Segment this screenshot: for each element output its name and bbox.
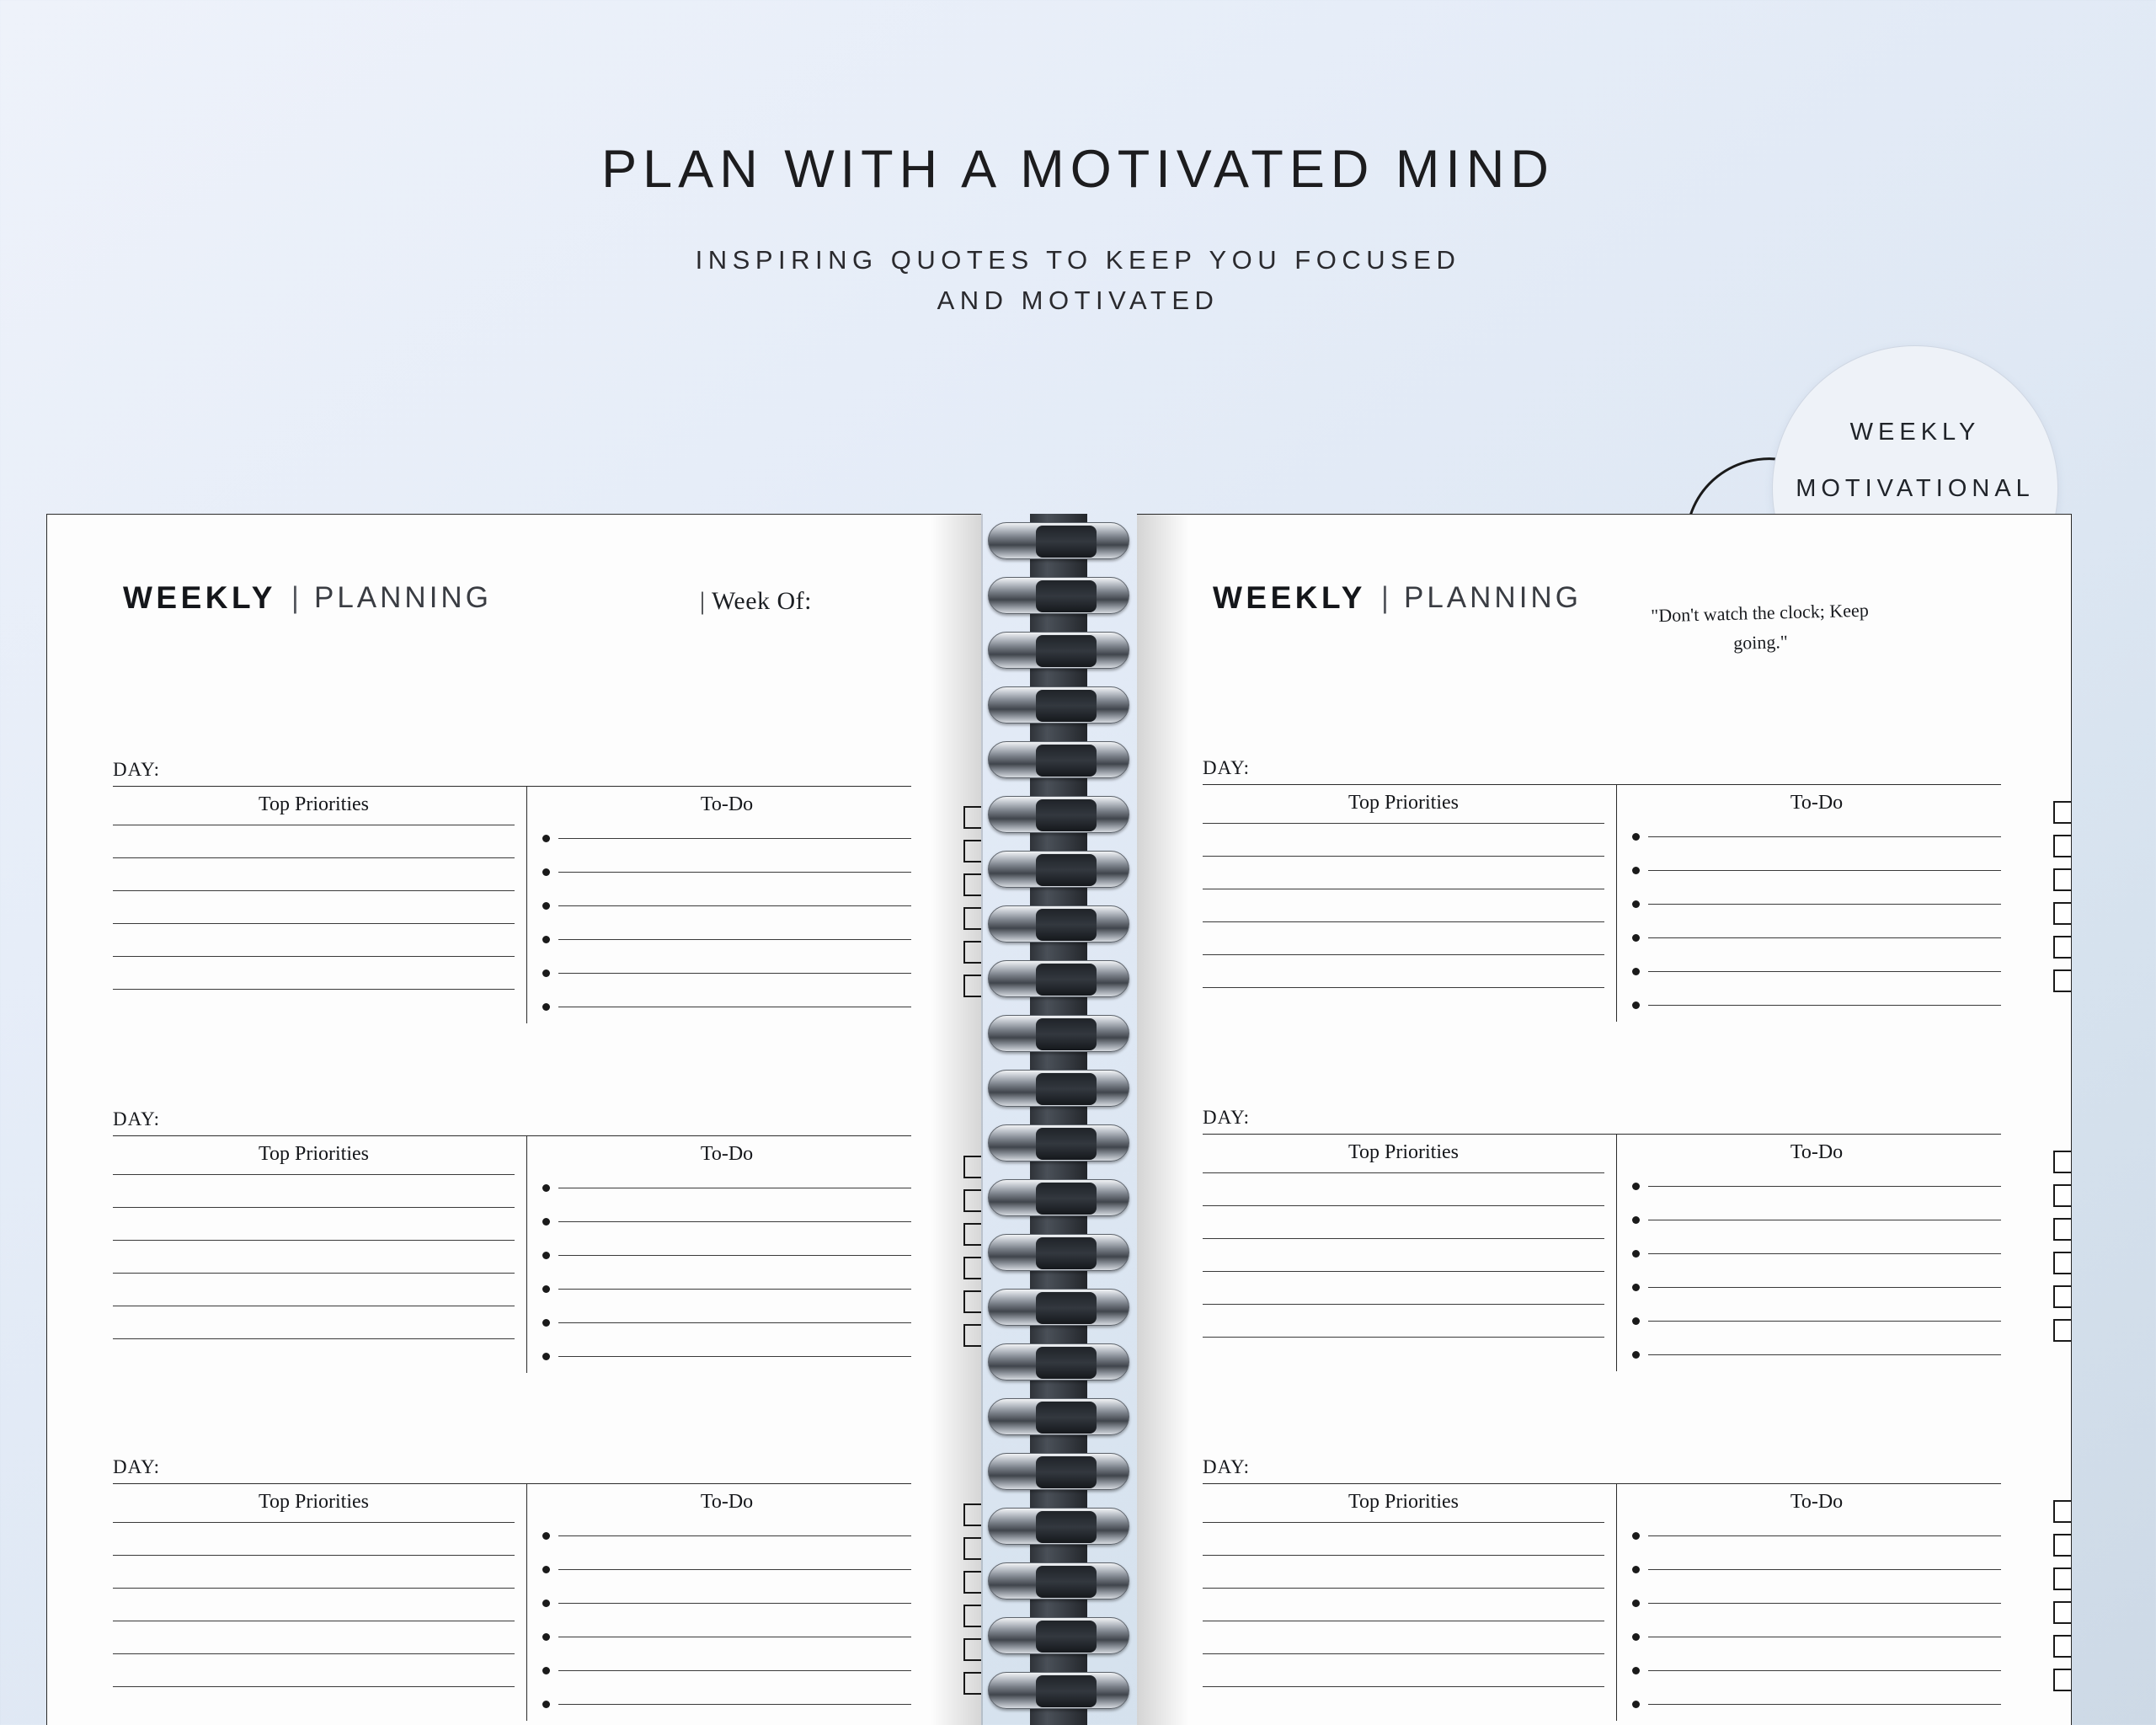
priority-line[interactable] bbox=[113, 1174, 515, 1175]
todo-checkbox[interactable] bbox=[963, 1638, 981, 1661]
priority-line[interactable] bbox=[113, 1686, 515, 1687]
todo-line[interactable] bbox=[1648, 904, 2001, 905]
bullet-icon bbox=[1632, 1250, 1640, 1258]
todo-header: To-Do bbox=[1790, 792, 1844, 814]
todo-row[interactable] bbox=[1632, 1586, 2001, 1620]
todo-checkbox[interactable] bbox=[2053, 1534, 2072, 1557]
bullet-icon bbox=[1632, 1667, 1640, 1674]
top-priorities-header: Top Priorities bbox=[259, 1143, 369, 1165]
priority-line[interactable] bbox=[1203, 1337, 1604, 1338]
top-priorities-column bbox=[113, 787, 527, 1023]
todo-line[interactable] bbox=[558, 1289, 911, 1290]
spiral-ring bbox=[988, 1562, 1129, 1599]
todo-checkboxes bbox=[963, 806, 981, 1008]
todo-checkbox[interactable] bbox=[963, 1156, 981, 1178]
bullet-icon bbox=[542, 835, 550, 842]
priority-lines bbox=[113, 1519, 515, 1687]
todo-checkbox[interactable] bbox=[963, 1605, 981, 1627]
priority-line[interactable] bbox=[113, 890, 515, 891]
heading-weekly: WEEKLY bbox=[1213, 580, 1366, 615]
todo-line[interactable] bbox=[1648, 870, 2001, 871]
motivational-quote: "Don't watch the clock; Keep going." bbox=[1650, 599, 1870, 654]
todo-rows bbox=[542, 1171, 911, 1373]
bullet-icon bbox=[542, 1599, 550, 1607]
priority-line[interactable] bbox=[1203, 1304, 1604, 1305]
todo-checkboxes bbox=[963, 1156, 981, 1358]
todo-checkbox[interactable] bbox=[2053, 1285, 2072, 1308]
bullet-icon bbox=[542, 969, 550, 977]
todo-checkbox[interactable] bbox=[963, 1324, 981, 1347]
day-block bbox=[1203, 757, 2001, 1022]
todo-line[interactable] bbox=[558, 1322, 911, 1323]
todo-checkbox[interactable] bbox=[963, 941, 981, 964]
todo-line[interactable] bbox=[558, 1221, 911, 1222]
todo-line[interactable] bbox=[558, 1356, 911, 1357]
badge-line-2: MOTIVATIONAL bbox=[1796, 474, 2035, 502]
todo-row[interactable] bbox=[1632, 1552, 2001, 1586]
todo-row[interactable] bbox=[542, 1171, 911, 1204]
top-priorities-header: Top Priorities bbox=[259, 1491, 369, 1513]
todo-row[interactable] bbox=[1632, 853, 2001, 887]
priority-line[interactable] bbox=[1203, 1653, 1604, 1654]
day-label: DAY: bbox=[1203, 757, 1250, 778]
bullet-icon bbox=[1632, 968, 1640, 975]
todo-row[interactable] bbox=[1632, 954, 2001, 988]
spiral-ring bbox=[988, 1617, 1129, 1654]
page-heading-right bbox=[1213, 580, 1582, 616]
notebook-spiral-binding bbox=[981, 514, 1137, 1725]
todo-line[interactable] bbox=[558, 838, 911, 839]
bullet-icon bbox=[542, 1003, 550, 1011]
bullet-icon bbox=[1632, 1599, 1640, 1607]
priority-line[interactable] bbox=[1203, 1555, 1604, 1556]
bullet-icon bbox=[1632, 1532, 1640, 1540]
todo-checkbox[interactable] bbox=[2053, 1218, 2072, 1241]
todo-line[interactable] bbox=[1648, 1569, 2001, 1570]
priority-line[interactable] bbox=[113, 1555, 515, 1556]
todo-checkbox[interactable] bbox=[963, 975, 981, 997]
spiral-ring bbox=[988, 577, 1129, 614]
top-priorities-column bbox=[1203, 785, 1617, 1022]
day-block bbox=[113, 1456, 911, 1721]
bullet-icon bbox=[542, 936, 550, 943]
spiral-ring bbox=[988, 1070, 1129, 1107]
todo-line[interactable] bbox=[558, 872, 911, 873]
day-label: DAY: bbox=[113, 1456, 160, 1477]
todo-row[interactable] bbox=[542, 1204, 911, 1238]
bullet-icon bbox=[542, 1285, 550, 1293]
priority-line[interactable] bbox=[113, 989, 515, 990]
top-priorities-header: Top Priorities bbox=[1348, 792, 1459, 814]
spiral-ring bbox=[988, 1179, 1129, 1216]
todo-row[interactable] bbox=[1632, 1236, 2001, 1270]
todo-row[interactable] bbox=[1632, 921, 2001, 954]
day-block bbox=[113, 1108, 911, 1373]
todo-rows bbox=[542, 821, 911, 1023]
bullet-icon bbox=[1632, 1284, 1640, 1291]
todo-rows bbox=[542, 1519, 911, 1721]
todo-checkbox[interactable] bbox=[963, 1223, 981, 1246]
todo-line[interactable] bbox=[558, 1603, 911, 1604]
priority-lines bbox=[1203, 820, 1604, 988]
todo-row[interactable] bbox=[1632, 1687, 2001, 1721]
heading-separator: | bbox=[1380, 581, 1389, 614]
page-header bbox=[0, 0, 2156, 321]
todo-line[interactable] bbox=[558, 1569, 911, 1570]
bullet-icon bbox=[1632, 1183, 1640, 1190]
todo-line[interactable] bbox=[558, 1535, 911, 1536]
todo-checkbox[interactable] bbox=[963, 806, 981, 829]
bullet-icon bbox=[542, 1218, 550, 1226]
todo-column bbox=[1617, 1484, 2001, 1721]
todo-row[interactable] bbox=[542, 956, 911, 990]
top-priorities-header: Top Priorities bbox=[1348, 1491, 1459, 1513]
priority-line[interactable] bbox=[113, 857, 515, 858]
todo-row[interactable] bbox=[1632, 1203, 2001, 1236]
priority-line[interactable] bbox=[1203, 1238, 1604, 1239]
heading-separator: | bbox=[291, 581, 299, 614]
todo-line[interactable] bbox=[1648, 1670, 2001, 1671]
priority-line[interactable] bbox=[113, 1653, 515, 1654]
bullet-icon bbox=[542, 1353, 550, 1360]
todo-checkbox[interactable] bbox=[2053, 969, 2072, 992]
todo-row[interactable] bbox=[542, 1687, 911, 1721]
priority-lines bbox=[1203, 1169, 1604, 1338]
todo-row[interactable] bbox=[542, 1306, 911, 1339]
todo-row[interactable] bbox=[1632, 1338, 2001, 1371]
todo-row[interactable] bbox=[542, 1552, 911, 1586]
todo-checkbox[interactable] bbox=[2053, 835, 2072, 857]
priority-line[interactable] bbox=[113, 923, 515, 924]
todo-checkbox[interactable] bbox=[2053, 902, 2072, 925]
day-label: DAY: bbox=[113, 759, 160, 780]
priority-line[interactable] bbox=[1203, 856, 1604, 857]
todo-checkbox[interactable] bbox=[2053, 936, 2072, 959]
todo-column bbox=[1617, 785, 2001, 1022]
spiral-ring bbox=[988, 741, 1129, 778]
top-priorities-header: Top Priorities bbox=[1348, 1141, 1459, 1163]
priority-line[interactable] bbox=[1203, 823, 1604, 824]
todo-row[interactable] bbox=[542, 1653, 911, 1687]
planner-notebook bbox=[46, 514, 2000, 1725]
todo-rows bbox=[1632, 1519, 2001, 1721]
todo-line[interactable] bbox=[558, 905, 911, 906]
priority-line[interactable] bbox=[1203, 1522, 1604, 1523]
todo-checkbox[interactable] bbox=[2053, 1184, 2072, 1207]
spiral-ring bbox=[988, 1015, 1129, 1052]
todo-row[interactable] bbox=[542, 1238, 911, 1272]
bullet-icon bbox=[1632, 867, 1640, 874]
page-subtitle-line1: INSPIRING QUOTES TO KEEP YOU FOCUSED bbox=[695, 245, 1461, 275]
todo-checkbox[interactable] bbox=[2053, 1151, 2072, 1173]
bullet-icon bbox=[1632, 833, 1640, 841]
planner-page-right bbox=[1137, 514, 2072, 1725]
todo-row[interactable] bbox=[1632, 1270, 2001, 1304]
heading-planning: PLANNING bbox=[1403, 581, 1582, 614]
priority-line[interactable] bbox=[1203, 1686, 1604, 1687]
bullet-icon bbox=[1632, 1566, 1640, 1573]
todo-row[interactable] bbox=[542, 1519, 911, 1552]
todo-row[interactable] bbox=[1632, 1653, 2001, 1687]
todo-header: To-Do bbox=[700, 1491, 754, 1513]
todo-row[interactable] bbox=[542, 889, 911, 922]
page-subtitle-line2: AND MOTIVATED bbox=[937, 286, 1219, 316]
todo-checkbox[interactable] bbox=[963, 1257, 981, 1279]
todo-column bbox=[527, 1484, 911, 1721]
todo-checkbox[interactable] bbox=[963, 1571, 981, 1594]
todo-row[interactable] bbox=[542, 1620, 911, 1653]
todo-checkbox[interactable] bbox=[2053, 1567, 2072, 1590]
todo-line[interactable] bbox=[1648, 1535, 2001, 1536]
top-priorities-column bbox=[1203, 1135, 1617, 1371]
todo-line[interactable] bbox=[1648, 1287, 2001, 1288]
spiral-ring bbox=[988, 1398, 1129, 1435]
bullet-icon bbox=[542, 902, 550, 910]
day-block bbox=[1203, 1456, 2001, 1721]
todo-checkbox[interactable] bbox=[963, 1503, 981, 1526]
todo-checkbox[interactable] bbox=[963, 1537, 981, 1560]
todo-checkbox[interactable] bbox=[2053, 1252, 2072, 1274]
priority-line[interactable] bbox=[113, 1273, 515, 1274]
spiral-ring bbox=[988, 686, 1129, 724]
priority-line[interactable] bbox=[113, 1522, 515, 1523]
priority-line[interactable] bbox=[113, 1240, 515, 1241]
spiral-ring bbox=[988, 1453, 1129, 1490]
day-label: DAY: bbox=[113, 1108, 160, 1130]
bullet-icon bbox=[1632, 1317, 1640, 1325]
priority-lines bbox=[113, 1171, 515, 1339]
page-heading-left bbox=[123, 580, 492, 616]
spiral-ring bbox=[988, 1343, 1129, 1381]
day-label: DAY: bbox=[1203, 1107, 1250, 1128]
spiral-ring bbox=[988, 851, 1129, 888]
spiral-ring bbox=[988, 960, 1129, 997]
todo-row[interactable] bbox=[1632, 820, 2001, 853]
bullet-icon bbox=[1632, 1633, 1640, 1641]
bullet-icon bbox=[542, 1532, 550, 1540]
priority-line[interactable] bbox=[1203, 1205, 1604, 1206]
day-label: DAY: bbox=[1203, 1456, 1250, 1477]
todo-row[interactable] bbox=[542, 1339, 911, 1373]
spiral-ring bbox=[988, 632, 1129, 669]
todo-line[interactable] bbox=[558, 1704, 911, 1705]
spiral-ring bbox=[988, 1508, 1129, 1545]
bullet-icon bbox=[1632, 1001, 1640, 1009]
todo-checkboxes bbox=[2053, 1151, 2072, 1353]
priority-lines bbox=[1203, 1519, 1604, 1687]
bullet-icon bbox=[542, 1184, 550, 1192]
todo-header: To-Do bbox=[1790, 1491, 1844, 1513]
todo-row[interactable] bbox=[542, 922, 911, 956]
spiral-ring bbox=[988, 1289, 1129, 1326]
spiral-ring bbox=[988, 1672, 1129, 1709]
todo-checkbox[interactable] bbox=[963, 907, 981, 930]
planner-page-left bbox=[46, 514, 981, 1725]
bullet-icon bbox=[542, 1252, 550, 1259]
todo-line[interactable] bbox=[558, 1670, 911, 1671]
todo-rows bbox=[1632, 1169, 2001, 1371]
bullet-icon bbox=[542, 1319, 550, 1327]
todo-checkbox[interactable] bbox=[963, 873, 981, 896]
todo-line[interactable] bbox=[1648, 1603, 2001, 1604]
bullet-icon bbox=[1632, 900, 1640, 908]
todo-row[interactable] bbox=[1632, 1620, 2001, 1653]
priority-line[interactable] bbox=[113, 1588, 515, 1589]
todo-checkbox[interactable] bbox=[963, 1672, 981, 1695]
todo-line[interactable] bbox=[558, 1255, 911, 1256]
top-priorities-column bbox=[113, 1484, 527, 1721]
todo-checkbox[interactable] bbox=[2053, 1500, 2072, 1523]
day-block bbox=[1203, 1107, 2001, 1371]
todo-checkbox[interactable] bbox=[963, 1290, 981, 1313]
priority-line[interactable] bbox=[1203, 921, 1604, 922]
spiral-ring bbox=[988, 1124, 1129, 1162]
todo-header: To-Do bbox=[700, 793, 754, 815]
todo-row[interactable] bbox=[1632, 1519, 2001, 1552]
bullet-icon bbox=[542, 868, 550, 876]
week-of-field[interactable]: | Week Of: bbox=[700, 587, 812, 615]
todo-line[interactable] bbox=[1648, 971, 2001, 972]
bullet-icon bbox=[1632, 1351, 1640, 1359]
todo-rows bbox=[1632, 820, 2001, 1022]
todo-column bbox=[527, 1136, 911, 1373]
bullet-icon bbox=[542, 1566, 550, 1573]
todo-row[interactable] bbox=[542, 1272, 911, 1306]
todo-line[interactable] bbox=[1648, 1354, 2001, 1355]
priority-line[interactable] bbox=[113, 1338, 515, 1339]
todo-row[interactable] bbox=[542, 821, 911, 855]
todo-checkbox[interactable] bbox=[963, 1189, 981, 1212]
bullet-icon bbox=[1632, 1216, 1640, 1224]
priority-line[interactable] bbox=[1203, 1271, 1604, 1272]
bullet-icon bbox=[542, 1701, 550, 1708]
todo-line[interactable] bbox=[1648, 1186, 2001, 1187]
todo-checkbox[interactable] bbox=[2053, 1601, 2072, 1624]
bullet-icon bbox=[1632, 934, 1640, 942]
priority-line[interactable] bbox=[1203, 1588, 1604, 1589]
top-priorities-header: Top Priorities bbox=[259, 793, 369, 815]
todo-header: To-Do bbox=[1790, 1141, 1844, 1163]
todo-line[interactable] bbox=[1648, 1005, 2001, 1006]
todo-line[interactable] bbox=[1648, 1321, 2001, 1322]
spiral-ring bbox=[988, 522, 1129, 559]
todo-row[interactable] bbox=[1632, 988, 2001, 1022]
todo-row[interactable] bbox=[1632, 1169, 2001, 1203]
priority-line[interactable] bbox=[1203, 954, 1604, 955]
page-subtitle bbox=[0, 240, 2156, 321]
todo-column bbox=[527, 787, 911, 1023]
todo-row[interactable] bbox=[542, 1586, 911, 1620]
top-priorities-column bbox=[113, 1136, 527, 1373]
todo-row[interactable] bbox=[1632, 887, 2001, 921]
spiral-ring bbox=[988, 1234, 1129, 1271]
priority-line[interactable] bbox=[1203, 1172, 1604, 1173]
todo-line[interactable] bbox=[558, 973, 911, 974]
bullet-icon bbox=[542, 1633, 550, 1641]
spiral-ring bbox=[988, 796, 1129, 833]
todo-checkboxes bbox=[963, 1503, 981, 1706]
priority-line[interactable] bbox=[113, 956, 515, 957]
badge-line-1: WEEKLY bbox=[1849, 418, 1981, 446]
todo-checkbox[interactable] bbox=[2053, 801, 2072, 824]
todo-header: To-Do bbox=[700, 1143, 754, 1165]
bullet-icon bbox=[542, 1667, 550, 1674]
todo-line[interactable] bbox=[558, 939, 911, 940]
bullet-icon bbox=[1632, 1701, 1640, 1708]
todo-row[interactable] bbox=[542, 855, 911, 889]
todo-checkbox[interactable] bbox=[2053, 1669, 2072, 1691]
todo-checkbox[interactable] bbox=[2053, 1319, 2072, 1342]
todo-line[interactable] bbox=[1648, 1704, 2001, 1705]
day-block bbox=[113, 759, 911, 1023]
priority-lines bbox=[113, 821, 515, 990]
todo-line[interactable] bbox=[1648, 1253, 2001, 1254]
heading-weekly: WEEKLY bbox=[123, 580, 276, 615]
heading-planning: PLANNING bbox=[313, 581, 492, 614]
spiral-ring bbox=[988, 905, 1129, 943]
todo-checkboxes bbox=[2053, 801, 2072, 1003]
top-priorities-column bbox=[1203, 1484, 1617, 1721]
priority-line[interactable] bbox=[113, 1207, 515, 1208]
todo-checkbox[interactable] bbox=[2053, 1635, 2072, 1658]
page-title: PLAN WITH A MOTIVATED MIND bbox=[601, 140, 1555, 199]
todo-line[interactable] bbox=[1648, 836, 2001, 837]
todo-column bbox=[1617, 1135, 2001, 1371]
priority-line[interactable] bbox=[1203, 987, 1604, 988]
todo-row[interactable] bbox=[1632, 1304, 2001, 1338]
todo-line[interactable] bbox=[1648, 937, 2001, 938]
todo-checkbox[interactable] bbox=[2053, 868, 2072, 891]
todo-row[interactable] bbox=[542, 990, 911, 1023]
todo-checkbox[interactable] bbox=[963, 840, 981, 862]
todo-checkboxes bbox=[2053, 1500, 2072, 1702]
